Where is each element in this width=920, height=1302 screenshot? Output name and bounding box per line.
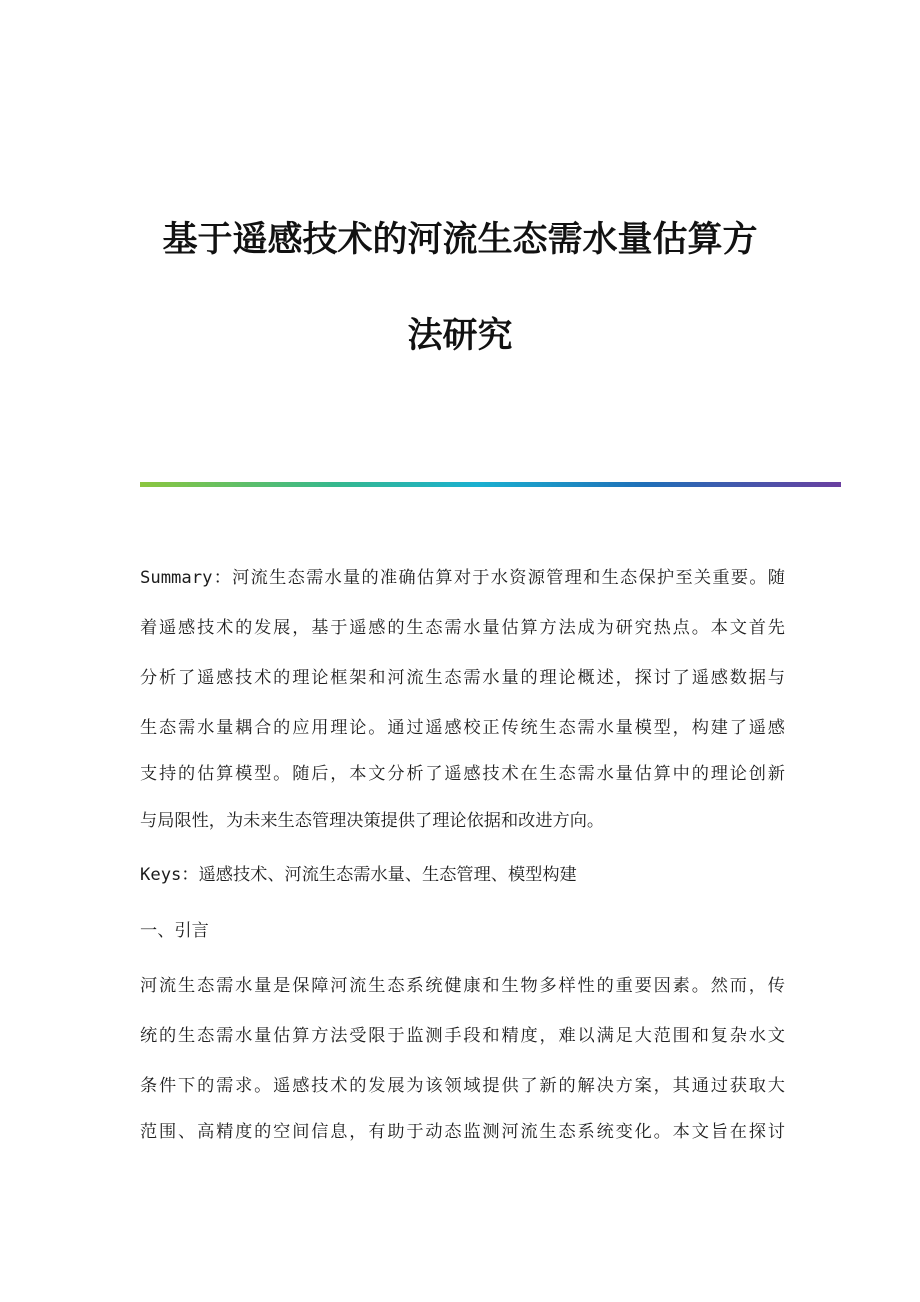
summary-line: 支持的估算模型。随后，本文分析了遥感技术在生态需水量估算中的理论创新 (140, 764, 785, 784)
intro-line: 统的生态需水量估算方法受限于监测手段和精度，难以满足大范围和复杂水文 (140, 1026, 785, 1046)
intro-line: 条件下的需求。遥感技术的发展为该领域提供了新的解决方案，其通过获取大 (140, 1076, 785, 1096)
document-title-line-2: 法研究 (407, 315, 513, 356)
summary-line: Summary：河流生态需水量的准确估算对于水资源管理和生态保护至关重要。随 (140, 568, 785, 588)
summary-line: 着遥感技术的发展，基于遥感的生态需水量估算方法成为研究热点。本文首先 (140, 618, 785, 638)
summary-line: 与局限性，为未来生态管理决策提供了理论依据和改进方向。 (140, 811, 605, 831)
intro-line: 河流生态需水量是保障河流生态系统健康和生物多样性的重要因素。然而，传 (140, 976, 785, 996)
summary-line: 生态需水量耦合的应用理论。通过遥感校正传统生态需水量模型，构建了遥感 (140, 718, 785, 738)
summary-line: 分析了遥感技术的理论框架和河流生态需水量的理论概述，探讨了遥感数据与 (140, 668, 785, 688)
gradient-divider (140, 482, 841, 487)
section-heading: 一、引言 (140, 921, 209, 941)
keywords-line: Keys：遥感技术、河流生态需水量、生态管理、模型构建 (140, 865, 577, 885)
document-title-line-1: 基于遥感技术的河流生态需水量估算方 (162, 219, 758, 260)
intro-line: 范围、高精度的空间信息，有助于动态监测河流生态系统变化。本文旨在探讨 (140, 1122, 785, 1142)
